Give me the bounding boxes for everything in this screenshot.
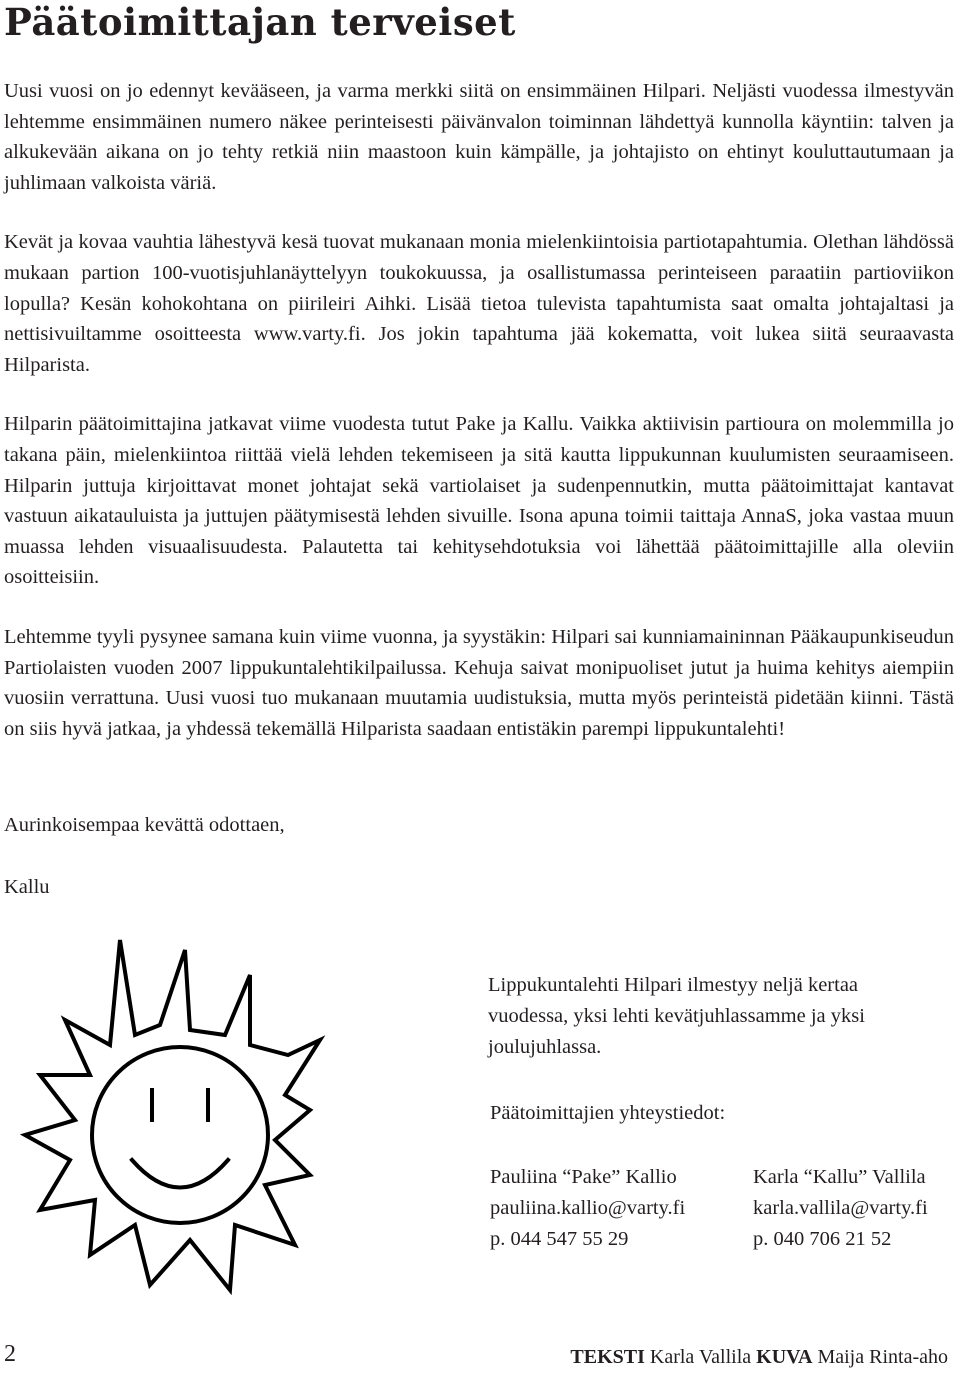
sun-rays xyxy=(25,940,320,1290)
closing-greeting: Aurinkoisempaa kevättä odottaen, xyxy=(4,814,285,836)
contact-card xyxy=(490,1162,685,1255)
text-credit-author: Karla Vallila xyxy=(649,1346,752,1368)
article-paragraph: Hilparin päätoimittajina jatkavat viime vuodesta tutut Pake ja Kallu. Vaikka aktiivisin partioura on molemmilla jo takana päin, mielenkiintoa riittää vielä lehden tekemiseen ja sitä kautta lippukunnan kuulumisten seuraamiseen. Hilparin juttuja kirjoittavat monet johtajat sekä vartiolaiset ja sudenpennutkin, mutta päätoimittajat kantavat vastuun aikatauluista ja juttujen päätymisestä lehden sivuille. Isona apuna toimii taittaja AnnaS, joka vastaa muun muassa lehden visuaalisuudesta. Palautetta tai kehitysehdotuksia voi lähettää päätoimittajille alla oleviin osoitteisiin. xyxy=(4,413,954,589)
signature: Kallu xyxy=(4,876,50,898)
image-credit-author: Maija Rinta-aho xyxy=(817,1346,948,1368)
footer-credits xyxy=(570,1346,948,1369)
contact-email[interactable]: pauliina.kallio@varty.fi xyxy=(490,1197,686,1219)
smiling-sun-icon xyxy=(20,935,340,1295)
sun-smile xyxy=(132,1160,228,1188)
contact-card xyxy=(753,1162,928,1255)
article-body xyxy=(4,76,954,773)
publication-info: Lippukuntalehti Hilpari ilmestyy neljä kertaa vuodessa, yksi lehti kevätjuhlassamme ja yksi joulujuhlassa. xyxy=(488,974,865,1058)
article-paragraph: Kevät ja kovaa vauhtia lähestyvä kesä tuovat mukanaan monia mielenkiintoisia partiotapahtumia. Olethan lähdössä mukaan partion 100-vuotisjuhlanäyttelyyn toukokuussa, ja osallistumassa perinteiseen paraatiin partioviikon lopulla? Kesän kohokohtana on piirileiri Aihki. Lisää tietoa tulevista tapahtumista saat omalta johtajaltasi ja nettisivuiltamme osoitteesta www.varty.fi. Jos jokin tapahtuma jää kokematta, voit lukea siitä seuraavasta Hilparista. xyxy=(4,231,954,376)
article-paragraph: Lehtemme tyyli pysynee samana kuin viime vuonna, ja syystäkin: Hilpari sai kunniamaininnan Pääkaupunkiseudun Partiolaisten vuoden 2007 lippukuntalehtikilpailussa. Kehuja saivat monipuoliset jutut ja huima kehitys aiempiin vuosiin verrattuna. Uusi vuosi tuo mukanaan muutamia uudistuksia, mutta myös perinteistä pidetään kiinni. Tästä on siis hyvä jatkaa, ja yhdessä tekemällä Hilparista saadaan entistäkin parempi lippukuntalehti! xyxy=(4,625,954,740)
info-box xyxy=(488,970,938,1063)
contact-phone: p. 040 706 21 52 xyxy=(753,1228,892,1250)
page-title: Päätoimittajan terveiset xyxy=(4,0,516,44)
contact-name: Pauliina “Pake” Kallio xyxy=(490,1166,677,1188)
contacts-title: Päätoimittajien yhteystiedot: xyxy=(490,1102,726,1124)
sun-face xyxy=(92,1047,268,1223)
page-number: 2 xyxy=(4,1341,16,1367)
image-credit-label: KUVA xyxy=(756,1346,813,1368)
contact-name: Karla “Kallu” Vallila xyxy=(753,1166,926,1188)
article-paragraph: Uusi vuosi on jo edennyt kevääseen, ja varma merkki siitä on ensimmäinen Hilpari. Neljästi vuodessa ilmestyvän lehtemme ensimmäinen numero näkee perinteisesti päivänvalon toiminnan lähdettyä kunnolla käyntiin: talven ja alkukevään aikana on jo tehty retkiä niin maastoon kuin kämpälle, ja johtajisto on ehtinyt kouluttautumaan ja juhlimaan valkoista väriä. xyxy=(4,80,954,194)
text-credit-label: TEKSTI xyxy=(570,1346,645,1368)
contact-phone: p. 044 547 55 29 xyxy=(490,1228,629,1250)
contact-email[interactable]: karla.vallila@varty.fi xyxy=(753,1197,928,1219)
